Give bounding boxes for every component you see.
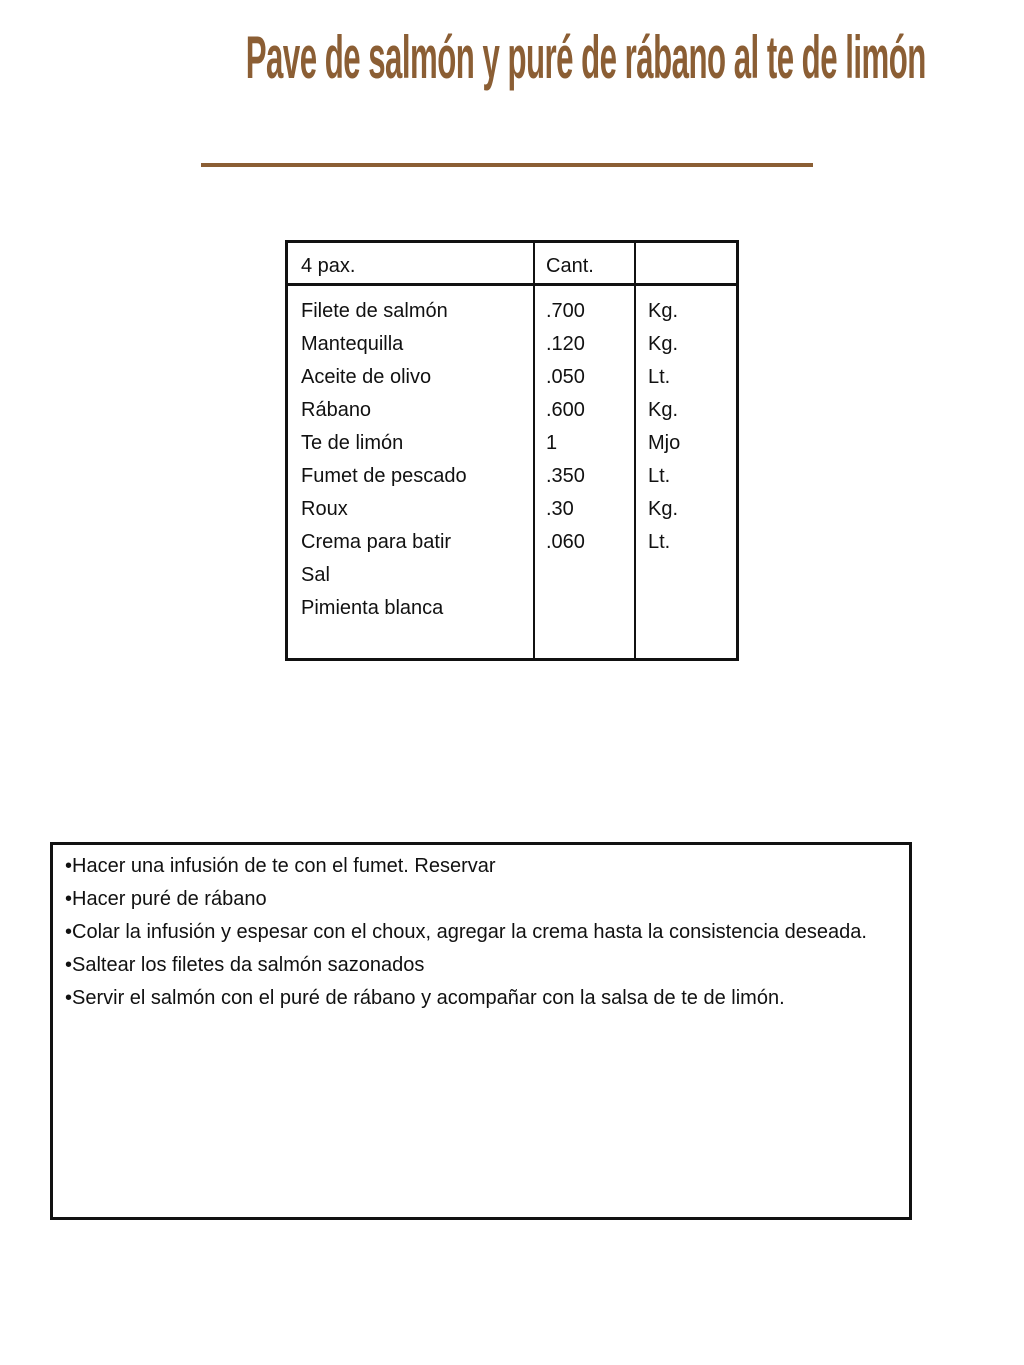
ingredient-unit: Kg. — [648, 399, 679, 421]
ingredient-name: Aceite de olivo — [301, 366, 432, 388]
ingredient-name: Mantequilla — [301, 333, 404, 355]
ingredient-quantity: .700 — [546, 300, 585, 322]
ingredient-quantity: .060 — [546, 531, 585, 553]
header-servings: 4 pax. — [301, 255, 356, 277]
step-item: •Saltear los filetes da salmón sazonados — [65, 954, 425, 976]
title-underline — [201, 163, 813, 167]
step-item: •Hacer una infusión de te con el fumet. Reservar — [65, 855, 496, 877]
step-item: •Colar la infusión y espesar con el choux, agregar la crema hasta la consistencia deseada. — [65, 921, 867, 943]
ingredient-quantity: .30 — [546, 498, 574, 520]
ingredient-unit: Kg. — [648, 333, 679, 355]
header-quantity: Cant. — [546, 255, 594, 277]
ingredient-name: Rábano — [301, 399, 372, 421]
ingredient-unit: Mjo — [648, 432, 681, 454]
table-header-row — [288, 243, 736, 286]
ingredient-quantity-column — [546, 295, 585, 559]
ingredient-name: Fumet de pescado — [301, 465, 467, 487]
column-divider — [634, 243, 636, 658]
ingredient-unit-column — [648, 295, 680, 559]
preparation-steps — [50, 842, 912, 1220]
ingredient-unit: Lt. — [648, 366, 671, 388]
ingredient-names-column — [301, 295, 467, 625]
ingredient-unit: Lt. — [648, 531, 671, 553]
ingredient-quantity: .120 — [546, 333, 585, 355]
step-item: •Hacer puré de rábano — [65, 888, 267, 910]
ingredient-quantity: .350 — [546, 465, 585, 487]
ingredient-quantity: .050 — [546, 366, 585, 388]
page-title: Pave de salmón y puré de rábano al te de limón — [245, 24, 926, 91]
ingredient-unit: Kg. — [648, 498, 679, 520]
step-item: •Servir el salmón con el puré de rábano y acompañar con la salsa de te de limón. — [65, 987, 785, 1009]
ingredient-name: Filete de salmón — [301, 300, 448, 322]
ingredient-name: Pimienta blanca — [301, 597, 444, 619]
ingredient-name: Te de limón — [301, 432, 404, 454]
ingredient-name: Roux — [301, 498, 348, 520]
column-divider — [533, 243, 535, 658]
ingredient-name: Sal — [301, 564, 330, 586]
ingredient-quantity: 1 — [546, 432, 558, 454]
ingredient-unit: Lt. — [648, 465, 671, 487]
ingredient-name: Crema para batir — [301, 531, 452, 553]
ingredient-quantity: .600 — [546, 399, 585, 421]
ingredient-unit: Kg. — [648, 300, 679, 322]
ingredients-table — [285, 240, 739, 661]
